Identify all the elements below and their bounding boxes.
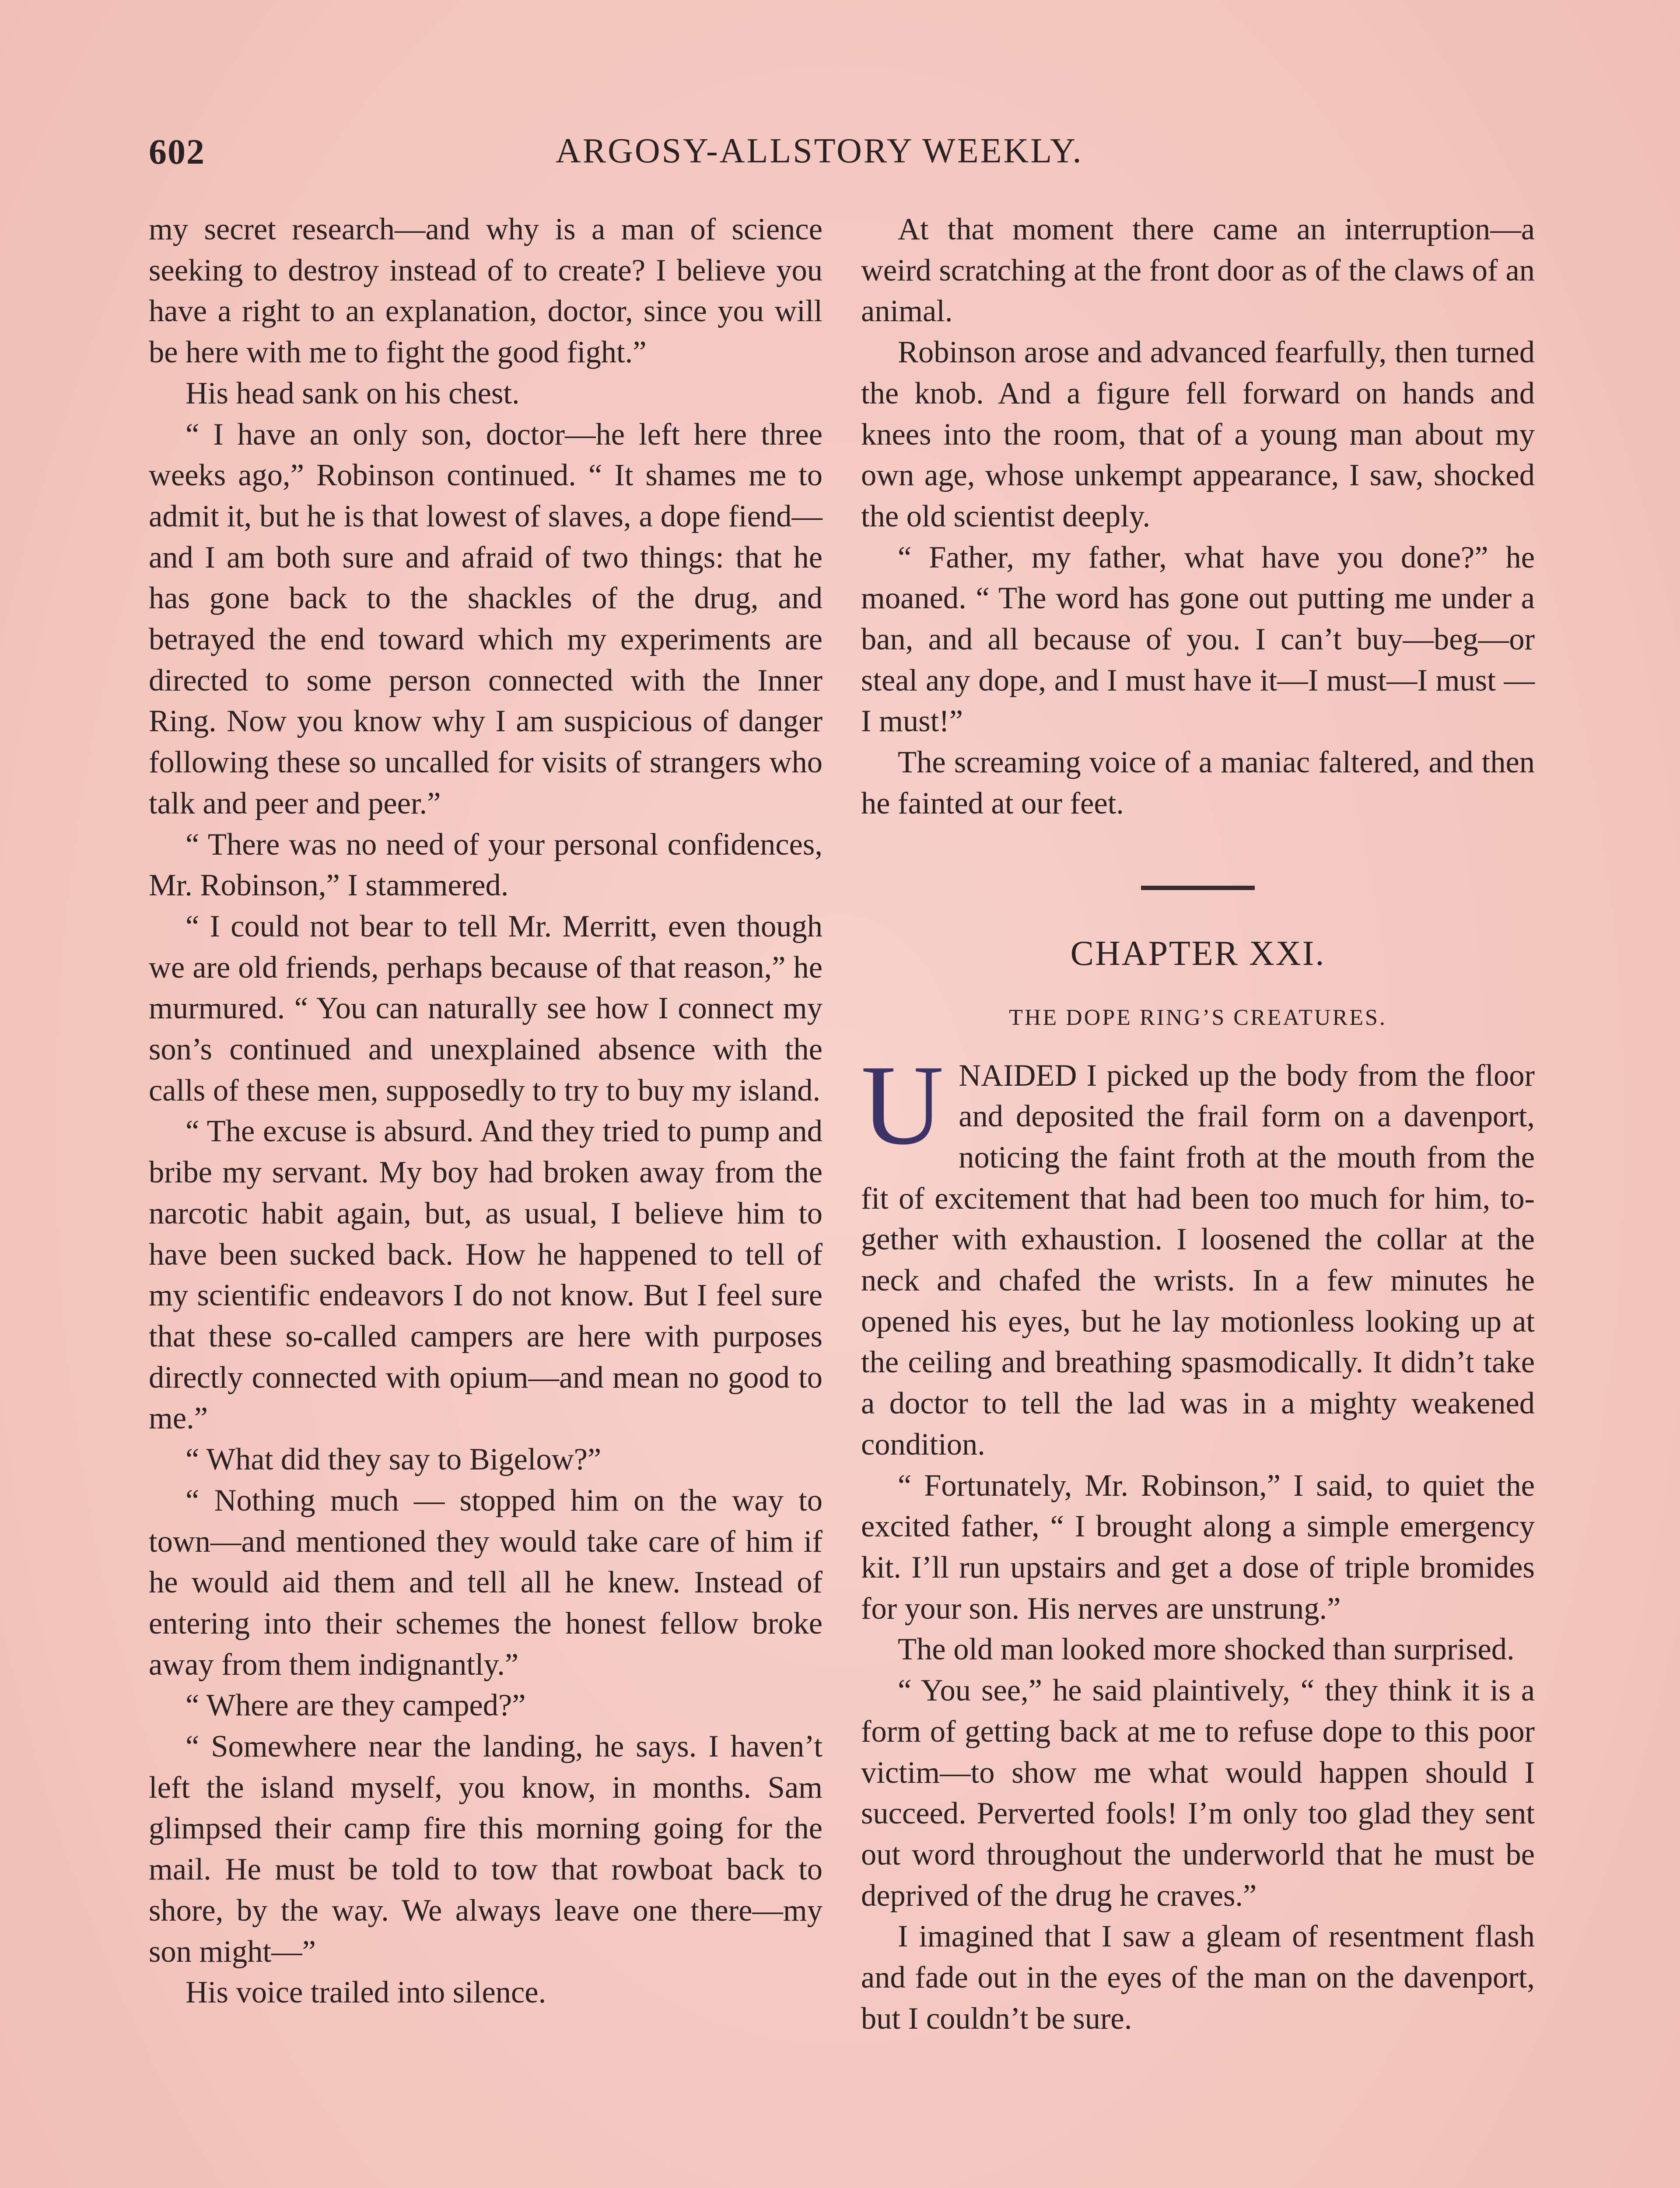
paragraph: “ I have an only son, doctor—he left here three weeks ago,” Robinson continued. “ It shames me to admit it, but he is that lowest of slaves, a dope fiend—and I am both sure and afraid of two things: that he has gone back to the shackles of the drug, and betrayed the end toward which my experiments are directed to some person connected with the Inner Ring. Now you know why I am suspicious of danger following these so uncalled for visits of strangers who talk and peer and peer.” xyxy=(149,417,822,820)
paragraph: The screaming voice of a maniac faltered, and then he fainted at our feet. xyxy=(861,745,1535,820)
chapter-opening-paragraph xyxy=(861,1041,1535,1466)
right-column xyxy=(861,209,1535,2039)
opening-text: NAIDED I picked up the body from the floor and deposited the frail form on a davenport, noticing the faint froth at the mouth from the fit of excitement that had been too much for him, together with exhaustion. I loosened the collar at the neck and chafed the wrists. In a few minutes he opened his eyes, but he lay motionless looking up at the ceiling and breathing spasmodically. It didn’t take a doctor to tell the lad was in a mighty weakened condition. xyxy=(861,1058,1535,1462)
paragraph: “ Nothing much — stopped him on the way to town—and mentioned they would take care of him if he would aid them and tell all he knew. Instead of entering into their schemes the honest fellow broke away from them indignantly.” xyxy=(149,1483,822,1682)
page-number: 602 xyxy=(149,132,205,172)
paragraph: The old man looked more shocked than surprised. xyxy=(898,1632,1515,1667)
paragraph: “ Father, my father, what have you done?” he moaned. “ The word has gone out putting me under a ban, and all because of you. I can’t buy—beg—or steal any dope, and I must have it—I must—I must —I must!” xyxy=(861,540,1535,739)
drop-cap: U xyxy=(861,1041,944,1168)
chapter-subtitle: THE DOPE RING’S CREATURES. xyxy=(1009,1005,1387,1030)
paragraph: I imagined that I saw a gleam of resentment flash and fade out in the eyes of the man on the davenport, but I couldn’t be sure. xyxy=(861,1919,1535,2036)
running-title: ARGOSY-ALLSTORY WEEKLY. xyxy=(556,132,1083,170)
paragraph: “ Where are they camped?” xyxy=(186,1688,526,1723)
paragraph: “ I could not bear to tell Mr. Merritt, even though we are old friends, perhaps because of that reason,” he murmured. “ You can naturally see how I connect my son’s continued and unexplained absence with the calls of these men, supposedly to try to buy my island. xyxy=(149,909,822,1108)
chapter-title: CHAPTER XXI. xyxy=(1070,934,1326,973)
paragraph: His voice trailed into silence. xyxy=(186,1975,546,2010)
paragraph: “ Somewhere near the landing, he says. I haven’t left the island myself, you know, in months. Sam glimpsed their camp fire this morning going for the mail. He must be told to tow that rowboat back to shore, by the way. We always leave one there—my son might—” xyxy=(149,1729,822,1969)
paragraph: “ You see,” he said plaintively, “ they think it is a form of getting back at me to refuse dope to this poor victim—to show me what would happen should I succeed. Perverted fools! I’m only too glad they sent out word throughout the underworld that he must be deprived of the drug he craves.” xyxy=(861,1673,1535,1913)
paragraph: Robinson arose and advanced fearfully, then turned the knob. And a figure fell forward on hands and knees into the room, that of a young man about my own age, whose unkempt appearance, I saw, shocked the old scientist deeply. xyxy=(861,335,1535,533)
page-header xyxy=(149,131,1549,175)
paragraph: At that moment there came an interruption—a weird scratching at the front door as of the claws of an animal. xyxy=(861,212,1535,329)
left-column xyxy=(149,209,822,2013)
paragraph: “ Fortunately, Mr. Robinson,” I said, to quiet the excited father, “ I brought along a simple emergency kit. I’ll run upstairs and get a dose of triple bromides for your son. His nerves are unstrung.” xyxy=(861,1468,1535,1626)
paragraph: my secret research—and why is a man of science seeking to destroy instead of to create? I believe you have a right to an explanation, doctor, since you will be here with me to fight the good fight.” xyxy=(149,212,822,370)
section-divider xyxy=(1141,886,1255,890)
paragraph: His head sank on his chest. xyxy=(186,376,520,410)
paragraph: “ What did they say to Bigelow?” xyxy=(186,1442,602,1477)
paragraph: “ The excuse is absurd. And they tried to pump and bribe my servant. My boy had broken away from the narcotic habit again, but, as usual, I believe him to have been sucked back. How he happened to tell of my scientific endeavors I do not know. But I feel sure that these so-called campers are here with purposes directly connected with opium—and mean no good to me.” xyxy=(149,1114,822,1436)
paragraph: “ There was no need of your personal confidences, Mr. Robinson,” I stammered. xyxy=(149,827,822,903)
